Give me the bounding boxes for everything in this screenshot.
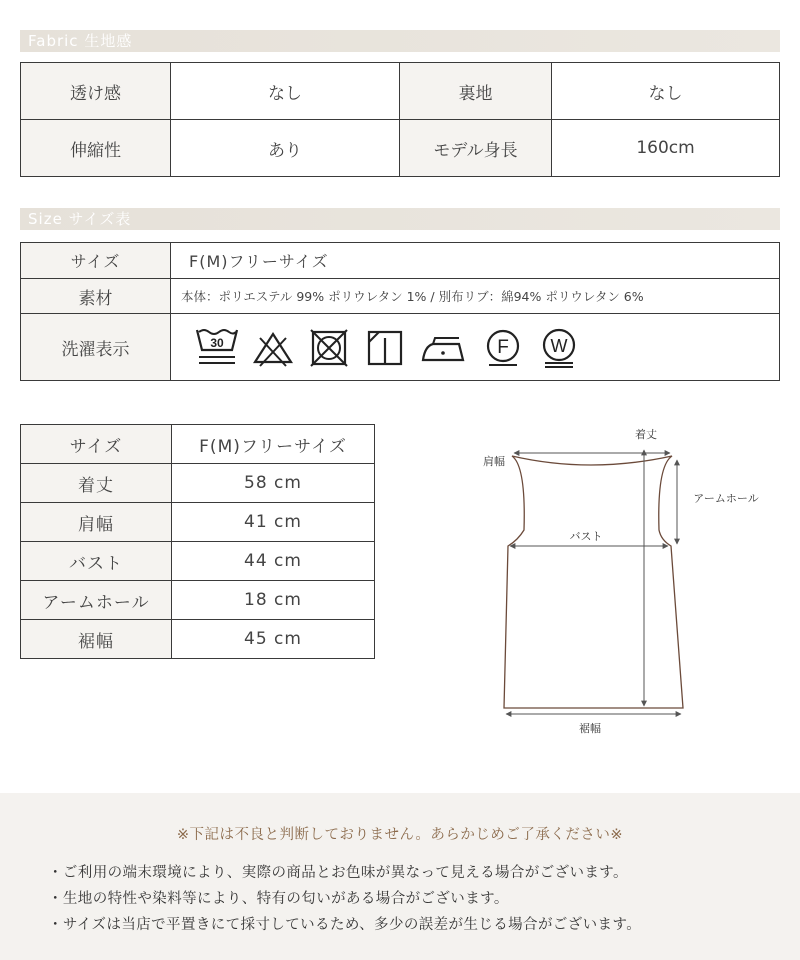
fabric-section-title: Fabric 生地感 [20,30,780,52]
measure-label-length: 着丈 [21,464,172,503]
material-label: 素材 [21,279,171,314]
line-dry-shade-icon [363,326,407,368]
measure-value-hem: 45 cm [172,620,375,659]
measure-header-value: F(M)フリーサイズ [172,425,375,464]
fabric-value-model-height: 160cm [552,120,780,177]
table-row [21,503,375,542]
fabric-label-lining: 裏地 [400,63,552,120]
notice-title: ※下記は不良と判断しておりません。あらかじめご了承ください※ [176,827,624,843]
notice-line: ・生地の特性や染料等により、特有の匂いがある場合がございます。 [48,891,509,907]
fabric-label-model-height: モデル身長 [400,120,552,177]
wash-30-icon [195,326,239,368]
measure-value-armhole: 18 cm [172,581,375,620]
table-row [21,542,375,581]
wet-clean-w-icon [537,326,581,368]
table-row [21,314,780,381]
measure-label-shoulder: 肩幅 [21,503,172,542]
bust-label: バスト [569,530,603,543]
care-label: 洗濯表示 [21,314,171,381]
table-row [21,581,375,620]
wash-temp: 30 [210,336,224,350]
fabric-value-lining: なし [552,63,780,120]
no-tumble-dry-icon [307,326,351,368]
measure-value-shoulder: 41 cm [172,503,375,542]
measure-header-label: サイズ [21,425,172,464]
table-row [21,464,375,503]
care-icons [189,326,779,368]
table-row [21,63,780,120]
length-label: 着丈 [635,428,657,441]
table-row [21,120,780,177]
measurement-table [20,424,375,659]
wet-clean-letter: W [550,336,568,356]
fabric-label-stretch: 伸縮性 [21,120,171,177]
fabric-value-stretch: あり [171,120,400,177]
dry-clean-f-icon [481,326,525,368]
size-info-table [20,242,780,381]
garment-diagram [460,420,780,750]
measure-label-hem: 裾幅 [21,620,172,659]
material-value: 本体：ポリエステル 99% ポリウレタン 1% / 別布リブ：綿94% ポリウレタン 6% [171,279,780,314]
notice-line: ・サイズは当店で平置きにて採寸しているため、多少の誤差が生じる場合がございます。 [48,917,642,933]
notice-line: ・ご利用の端末環境により、実際の商品とお色味が異なって見える場合がございます。 [48,865,628,881]
no-bleach-icon [251,326,295,368]
table-row [21,243,780,279]
measure-value-bust: 44 cm [172,542,375,581]
dry-clean-letter: F [497,337,509,358]
table-row [21,425,375,464]
iron-low-icon [419,326,469,368]
hem-label: 裾幅 [579,722,601,735]
notice-panel [0,793,800,960]
measure-value-length: 58 cm [172,464,375,503]
measure-label-bust: バスト [21,542,172,581]
care-icons-cell [171,314,780,381]
fabric-table [20,62,780,177]
armhole-label: アームホール [693,492,759,505]
size-section-title: Size サイズ表 [20,208,780,230]
fabric-label-transparency: 透け感 [21,63,171,120]
fabric-value-transparency: なし [171,63,400,120]
size-value: F(M)フリーサイズ [171,243,780,279]
garment-outline [504,456,683,708]
shoulder-label: 肩幅 [483,455,505,468]
table-row [21,279,780,314]
table-row [21,620,375,659]
size-label: サイズ [21,243,171,279]
measure-label-armhole: アームホール [21,581,172,620]
